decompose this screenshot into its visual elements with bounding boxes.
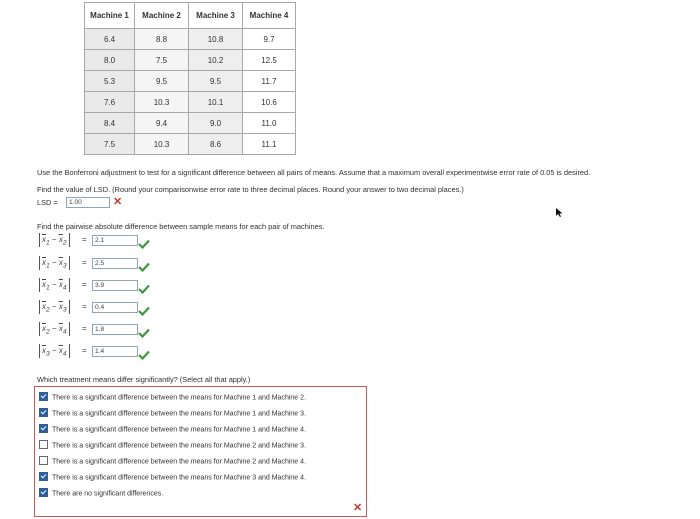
- option-label: There is a significant difference between the means for Machine 2 and Machine 3.: [52, 442, 306, 450]
- lsd-input[interactable]: 1.00: [66, 197, 110, 208]
- option-label: There is a significant difference between the means for Machine 1 and Machine 3.: [52, 410, 306, 418]
- equals-sign: =: [82, 258, 87, 267]
- answer-option[interactable]: [39, 425, 306, 435]
- abs-difference-expression: $\overline{x}_1 - \overline{x}_3$: [39, 256, 70, 270]
- table-row: [85, 113, 296, 134]
- option-label: There is a significant difference between the means for Machine 1 and Machine 2.: [52, 394, 306, 402]
- table-cell: 5.3: [85, 71, 135, 92]
- table-cell: 8.0: [85, 50, 135, 71]
- option-label: There is a significant difference between the means for Machine 3 and Machine 4.: [52, 474, 306, 482]
- table-cell: 7.5: [135, 50, 189, 71]
- table-cell: 8.6: [189, 134, 243, 155]
- abs-difference-expression: $\overline{x}_2 - \overline{x}_3$: [39, 300, 70, 314]
- incorrect-x-icon: ✕: [113, 196, 123, 208]
- table-cell: 10.1: [189, 92, 243, 113]
- option-checkbox[interactable]: [39, 472, 48, 481]
- option-label: There is a significant difference between the means for Machine 1 and Machine 4.: [52, 426, 306, 434]
- correct-check-icon: [138, 236, 150, 246]
- subscript-b: 2: [62, 239, 67, 247]
- answer-option[interactable]: [39, 393, 306, 403]
- subscript-a: 3: [46, 350, 50, 358]
- pair-difference-input[interactable]: 3.9: [92, 280, 138, 291]
- equals-sign: =: [82, 324, 87, 333]
- answer-option[interactable]: [39, 489, 163, 499]
- subscript-a: 1: [46, 239, 50, 247]
- subscript-b: 4: [62, 284, 67, 292]
- mouse-cursor-icon: [555, 207, 564, 218]
- table-row: [85, 29, 296, 50]
- subscript-a: 2: [46, 306, 50, 314]
- column-header: Machine 1: [85, 3, 135, 29]
- answer-option[interactable]: [39, 457, 306, 467]
- subscript-b: 4: [62, 328, 67, 336]
- table-cell: 6.4: [85, 29, 135, 50]
- option-checkbox[interactable]: [39, 392, 48, 401]
- subscript-a: 1: [46, 262, 50, 270]
- machine-data-table: [84, 2, 296, 155]
- table-row: [85, 92, 296, 113]
- subscript-a: 2: [46, 328, 50, 336]
- table-cell: 12.5: [243, 50, 296, 71]
- abs-difference-expression: $\overline{x}_2 - \overline{x}_4$: [39, 322, 70, 336]
- pair-difference-input[interactable]: 0.4: [92, 302, 138, 313]
- table-row: [85, 71, 296, 92]
- question-text: Which treatment means differ significantly? (Select all that apply.): [37, 375, 251, 384]
- equals-sign: =: [82, 346, 87, 355]
- option-checkbox[interactable]: [39, 408, 48, 417]
- table-cell: 10.6: [243, 92, 296, 113]
- answer-option[interactable]: [39, 441, 306, 451]
- table-cell: 8.4: [85, 113, 135, 134]
- subscript-b: 4: [62, 350, 67, 358]
- correct-check-icon: [138, 303, 150, 313]
- instructions-text: Use the Bonferroni adjustment to test for a significant difference between all pairs of means. Assume that a maximum overall experimentwise error rate of 0.05 is desired.: [37, 168, 591, 177]
- answer-choices-box: [34, 386, 367, 517]
- abs-difference-expression: $\overline{x}_1 - \overline{x}_2$: [39, 233, 70, 247]
- correct-check-icon: [138, 281, 150, 291]
- table-cell: 11.0: [243, 113, 296, 134]
- incorrect-x-icon: ✕: [353, 502, 363, 514]
- table-row: [85, 134, 296, 155]
- answer-option[interactable]: [39, 409, 306, 419]
- pair-difference-input[interactable]: 1.8: [92, 324, 138, 335]
- table-cell: 10.8: [189, 29, 243, 50]
- table-cell: 10.3: [135, 134, 189, 155]
- pair-difference-input[interactable]: 2.5: [92, 258, 138, 269]
- pair-difference-input[interactable]: 2.1: [92, 235, 138, 246]
- table-cell: 10.3: [135, 92, 189, 113]
- table-cell: 7.6: [85, 92, 135, 113]
- lsd-label: LSD =: [37, 198, 58, 207]
- table-cell: 9.5: [189, 71, 243, 92]
- correct-check-icon: [138, 347, 150, 357]
- table-cell: 11.7: [243, 71, 296, 92]
- option-checkbox[interactable]: [39, 440, 48, 449]
- abs-difference-expression: $\overline{x}_1 - \overline{x}_4$: [39, 278, 70, 292]
- column-header: Machine 2: [135, 3, 189, 29]
- pair-difference-input[interactable]: 1.4: [92, 346, 138, 357]
- equals-sign: =: [82, 280, 87, 289]
- abs-difference-expression: $\overline{x}_3 - \overline{x}_4$: [39, 344, 70, 358]
- table-cell: 10.2: [189, 50, 243, 71]
- lsd-prompt: Find the value of LSD. (Round your comparisonwise error rate to three decimal places. Round your answer to two decimal places.): [37, 185, 464, 194]
- subscript-b: 3: [62, 262, 67, 270]
- column-header: Machine 3: [189, 3, 243, 29]
- answer-option[interactable]: [39, 473, 306, 483]
- table-cell: 9.7: [243, 29, 296, 50]
- subscript-b: 3: [62, 306, 67, 314]
- table-row: [85, 50, 296, 71]
- correct-check-icon: [138, 325, 150, 335]
- table-cell: 9.4: [135, 113, 189, 134]
- option-label: There is a significant difference between the means for Machine 2 and Machine 4.: [52, 458, 306, 466]
- table-cell: 11.1: [243, 134, 296, 155]
- equals-sign: =: [82, 235, 87, 244]
- option-checkbox[interactable]: [39, 424, 48, 433]
- correct-check-icon: [138, 259, 150, 269]
- option-label: There are no significant differences.: [52, 490, 164, 498]
- table-cell: 9.5: [135, 71, 189, 92]
- column-header: Machine 4: [243, 3, 296, 29]
- table-cell: 7.5: [85, 134, 135, 155]
- table-cell: 8.8: [135, 29, 189, 50]
- equals-sign: =: [82, 302, 87, 311]
- subscript-a: 1: [46, 284, 50, 292]
- table-cell: 9.0: [189, 113, 243, 134]
- pairwise-prompt: Find the pairwise absolute difference between sample means for each pair of machines.: [37, 222, 325, 231]
- option-checkbox[interactable]: [39, 456, 48, 465]
- option-checkbox[interactable]: [39, 488, 48, 497]
